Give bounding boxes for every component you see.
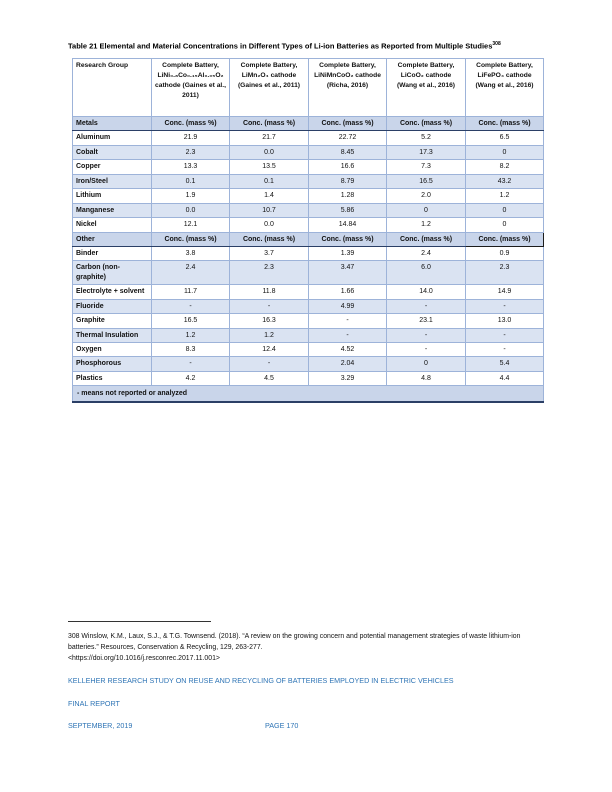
column-header-research-group: Research Group bbox=[73, 59, 152, 117]
cell-value: 23.1 bbox=[387, 314, 466, 328]
cell-value: 0.1 bbox=[152, 174, 230, 188]
cell-value: 17.3 bbox=[387, 145, 466, 159]
cell-value: Conc. (mass %) bbox=[230, 117, 309, 131]
cell-value: 12.4 bbox=[230, 343, 309, 357]
footnote-separator bbox=[68, 621, 211, 622]
cell-value: 14.0 bbox=[387, 285, 466, 299]
cell-value: 3.29 bbox=[309, 371, 387, 385]
row-label: Nickel bbox=[73, 218, 152, 232]
cell-value: 8.3 bbox=[152, 343, 230, 357]
table-row bbox=[73, 357, 544, 371]
cell-value: 0 bbox=[466, 203, 544, 217]
row-label: Iron/Steel bbox=[73, 174, 152, 188]
row-label: Cobalt bbox=[73, 145, 152, 159]
cell-value: 16.6 bbox=[309, 160, 387, 174]
cell-value: Conc. (mass %) bbox=[152, 232, 230, 246]
cell-value: 2.4 bbox=[152, 261, 230, 285]
cell-value: 0.1 bbox=[230, 174, 309, 188]
cell-value: - bbox=[309, 314, 387, 328]
row-label: Aluminum bbox=[73, 131, 152, 145]
table-row bbox=[73, 314, 544, 328]
cell-value: 6.0 bbox=[387, 261, 466, 285]
column-header-lco: Complete Battery, LiCoO₂ cathode (Wang et al., 2016) bbox=[387, 59, 466, 117]
row-label: Binder bbox=[73, 246, 152, 260]
cell-value: 13.0 bbox=[466, 314, 544, 328]
cell-value: 8.79 bbox=[309, 174, 387, 188]
table-row bbox=[73, 160, 544, 174]
cell-value: 1.28 bbox=[309, 189, 387, 203]
row-label: Oxygen bbox=[73, 343, 152, 357]
cell-value: 0.0 bbox=[230, 145, 309, 159]
cell-value: 0 bbox=[466, 145, 544, 159]
row-label: Copper bbox=[73, 160, 152, 174]
cell-value: 0 bbox=[387, 357, 466, 371]
cell-value: 14.9 bbox=[466, 285, 544, 299]
cell-value: Conc. (mass %) bbox=[387, 232, 466, 246]
cell-value: 2.3 bbox=[466, 261, 544, 285]
concentration-table bbox=[72, 58, 544, 403]
table-section-row bbox=[73, 117, 544, 131]
table-section-row bbox=[73, 232, 544, 246]
column-header-lfp: Complete Battery, LiFePO₄ cathode (Wang et al., 2016) bbox=[466, 59, 544, 117]
cell-value: 12.1 bbox=[152, 218, 230, 232]
cell-value: Conc. (mass %) bbox=[309, 232, 387, 246]
cell-value: Conc. (mass %) bbox=[309, 117, 387, 131]
cell-value: 4.8 bbox=[387, 371, 466, 385]
cell-value: - bbox=[387, 343, 466, 357]
cell-value: - bbox=[152, 357, 230, 371]
cell-value: 11.7 bbox=[152, 285, 230, 299]
cell-value: 0.0 bbox=[152, 203, 230, 217]
cell-value: 2.04 bbox=[309, 357, 387, 371]
cell-value: 5.4 bbox=[466, 357, 544, 371]
cell-value: - bbox=[466, 299, 544, 313]
cell-value: 4.5 bbox=[230, 371, 309, 385]
cell-value: 13.5 bbox=[230, 160, 309, 174]
cell-value: - bbox=[230, 299, 309, 313]
cell-value: - bbox=[466, 343, 544, 357]
table-header-row bbox=[73, 59, 544, 117]
cell-value: 4.99 bbox=[309, 299, 387, 313]
table-row bbox=[73, 218, 544, 232]
cell-value: 22.72 bbox=[309, 131, 387, 145]
row-label: Manganese bbox=[73, 203, 152, 217]
column-header-nca: Complete Battery, LiNi₀.₈Co₀.₁₅Al₀.₀₅O₂ cathode (Gaines et al., 2011) bbox=[152, 59, 230, 117]
cell-value: 2.3 bbox=[152, 145, 230, 159]
row-label: Phosphorous bbox=[73, 357, 152, 371]
table-legend-row bbox=[73, 386, 544, 402]
cell-value: - bbox=[230, 357, 309, 371]
cell-value: 21.9 bbox=[152, 131, 230, 145]
cell-value: 0.0 bbox=[230, 218, 309, 232]
cell-value: - bbox=[387, 328, 466, 342]
cell-value: 5.2 bbox=[387, 131, 466, 145]
table-row bbox=[73, 343, 544, 357]
column-header-lmo: Complete Battery, LiMn₂O₄ cathode (Gaines et al., 2011) bbox=[230, 59, 309, 117]
cell-value: 4.52 bbox=[309, 343, 387, 357]
row-label: Lithium bbox=[73, 189, 152, 203]
cell-value: - bbox=[387, 299, 466, 313]
cell-value: 5.86 bbox=[309, 203, 387, 217]
cell-value: Conc. (mass %) bbox=[466, 117, 544, 131]
table-row bbox=[73, 189, 544, 203]
cell-value: 2.0 bbox=[387, 189, 466, 203]
table-row bbox=[73, 174, 544, 188]
cell-value: - bbox=[466, 328, 544, 342]
footer-date: SEPTEMBER, 2019 bbox=[68, 721, 133, 730]
table-body bbox=[73, 117, 544, 386]
row-label: Plastics bbox=[73, 371, 152, 385]
cell-value: 1.9 bbox=[152, 189, 230, 203]
cell-value: Conc. (mass %) bbox=[230, 232, 309, 246]
cell-value: 0.9 bbox=[466, 246, 544, 260]
table-legend-text: - means not reported or analyzed bbox=[73, 386, 544, 402]
cell-value: 8.45 bbox=[309, 145, 387, 159]
row-label: Electrolyte + solvent bbox=[73, 285, 152, 299]
cell-value: - bbox=[309, 328, 387, 342]
cell-value: 3.8 bbox=[152, 246, 230, 260]
footnote-citation: 308 Winslow, K.M., Laux, S.J., & T.G. Townsend. (2018). “A review on the growing concern and potential management strategies of waste lithium-ion batteries.” Resources, Conservation & Recycling, 129, 263-277. bbox=[68, 633, 521, 652]
cell-value: 14.84 bbox=[309, 218, 387, 232]
cell-value: Conc. (mass %) bbox=[152, 117, 230, 131]
cell-value: 21.7 bbox=[230, 131, 309, 145]
table-row bbox=[73, 246, 544, 260]
cell-value: 16.5 bbox=[387, 174, 466, 188]
cell-value: 1.2 bbox=[387, 218, 466, 232]
row-label: Fluoride bbox=[73, 299, 152, 313]
row-label: Metals bbox=[73, 117, 152, 131]
cell-value: 16.5 bbox=[152, 314, 230, 328]
row-label: Carbon (non-graphite) bbox=[73, 261, 152, 285]
table-caption bbox=[68, 41, 501, 51]
cell-value: 10.7 bbox=[230, 203, 309, 217]
cell-value: 1.2 bbox=[230, 328, 309, 342]
row-label: Graphite bbox=[73, 314, 152, 328]
cell-value: 2.4 bbox=[387, 246, 466, 260]
cell-value: 13.3 bbox=[152, 160, 230, 174]
cell-value: 7.3 bbox=[387, 160, 466, 174]
cell-value: 0 bbox=[466, 218, 544, 232]
footer-report-type: FINAL REPORT bbox=[68, 699, 120, 708]
cell-value: 1.39 bbox=[309, 246, 387, 260]
cell-value: 3.47 bbox=[309, 261, 387, 285]
table-row bbox=[73, 261, 544, 285]
cell-value: 1.2 bbox=[152, 328, 230, 342]
row-label: Thermal Insulation bbox=[73, 328, 152, 342]
footnote-reference: 308 bbox=[492, 41, 501, 47]
cell-value: 4.2 bbox=[152, 371, 230, 385]
footnote-block bbox=[68, 631, 548, 664]
cell-value: 4.4 bbox=[466, 371, 544, 385]
cell-value: - bbox=[152, 299, 230, 313]
cell-value: 16.3 bbox=[230, 314, 309, 328]
cell-value: 2.3 bbox=[230, 261, 309, 285]
table-row bbox=[73, 328, 544, 342]
cell-value: Conc. (mass %) bbox=[387, 117, 466, 131]
cell-value: 11.8 bbox=[230, 285, 309, 299]
table-row bbox=[73, 203, 544, 217]
table-row bbox=[73, 131, 544, 145]
footer-page-number: PAGE 170 bbox=[265, 721, 299, 730]
table-row bbox=[73, 299, 544, 313]
footer-study-title: KELLEHER RESEARCH STUDY ON REUSE AND RECYCLING OF BATTERIES EMPLOYED IN ELECTRIC VEHICLES bbox=[68, 676, 454, 685]
cell-value: 1.66 bbox=[309, 285, 387, 299]
cell-value: 0 bbox=[387, 203, 466, 217]
cell-value: 1.2 bbox=[466, 189, 544, 203]
cell-value: 1.4 bbox=[230, 189, 309, 203]
table-row bbox=[73, 371, 544, 385]
table-row bbox=[73, 285, 544, 299]
cell-value: Conc. (mass %) bbox=[466, 232, 544, 246]
footnote-doi-link[interactable]: <https://doi.org/10.1016/j.resconrec.2017.11.001> bbox=[68, 655, 220, 663]
cell-value: 6.5 bbox=[466, 131, 544, 145]
cell-value: 43.2 bbox=[466, 174, 544, 188]
row-label: Other bbox=[73, 232, 152, 246]
cell-value: 3.7 bbox=[230, 246, 309, 260]
cell-value: 8.2 bbox=[466, 160, 544, 174]
column-header-nmc: Complete Battery, LiNiMnCoO₂ cathode (Richa, 2016) bbox=[309, 59, 387, 117]
table-row bbox=[73, 145, 544, 159]
table-caption-text: Table 21 Elemental and Material Concentrations in Different Types of Li-ion Batteries as Reported from Multiple Studies bbox=[68, 41, 493, 51]
